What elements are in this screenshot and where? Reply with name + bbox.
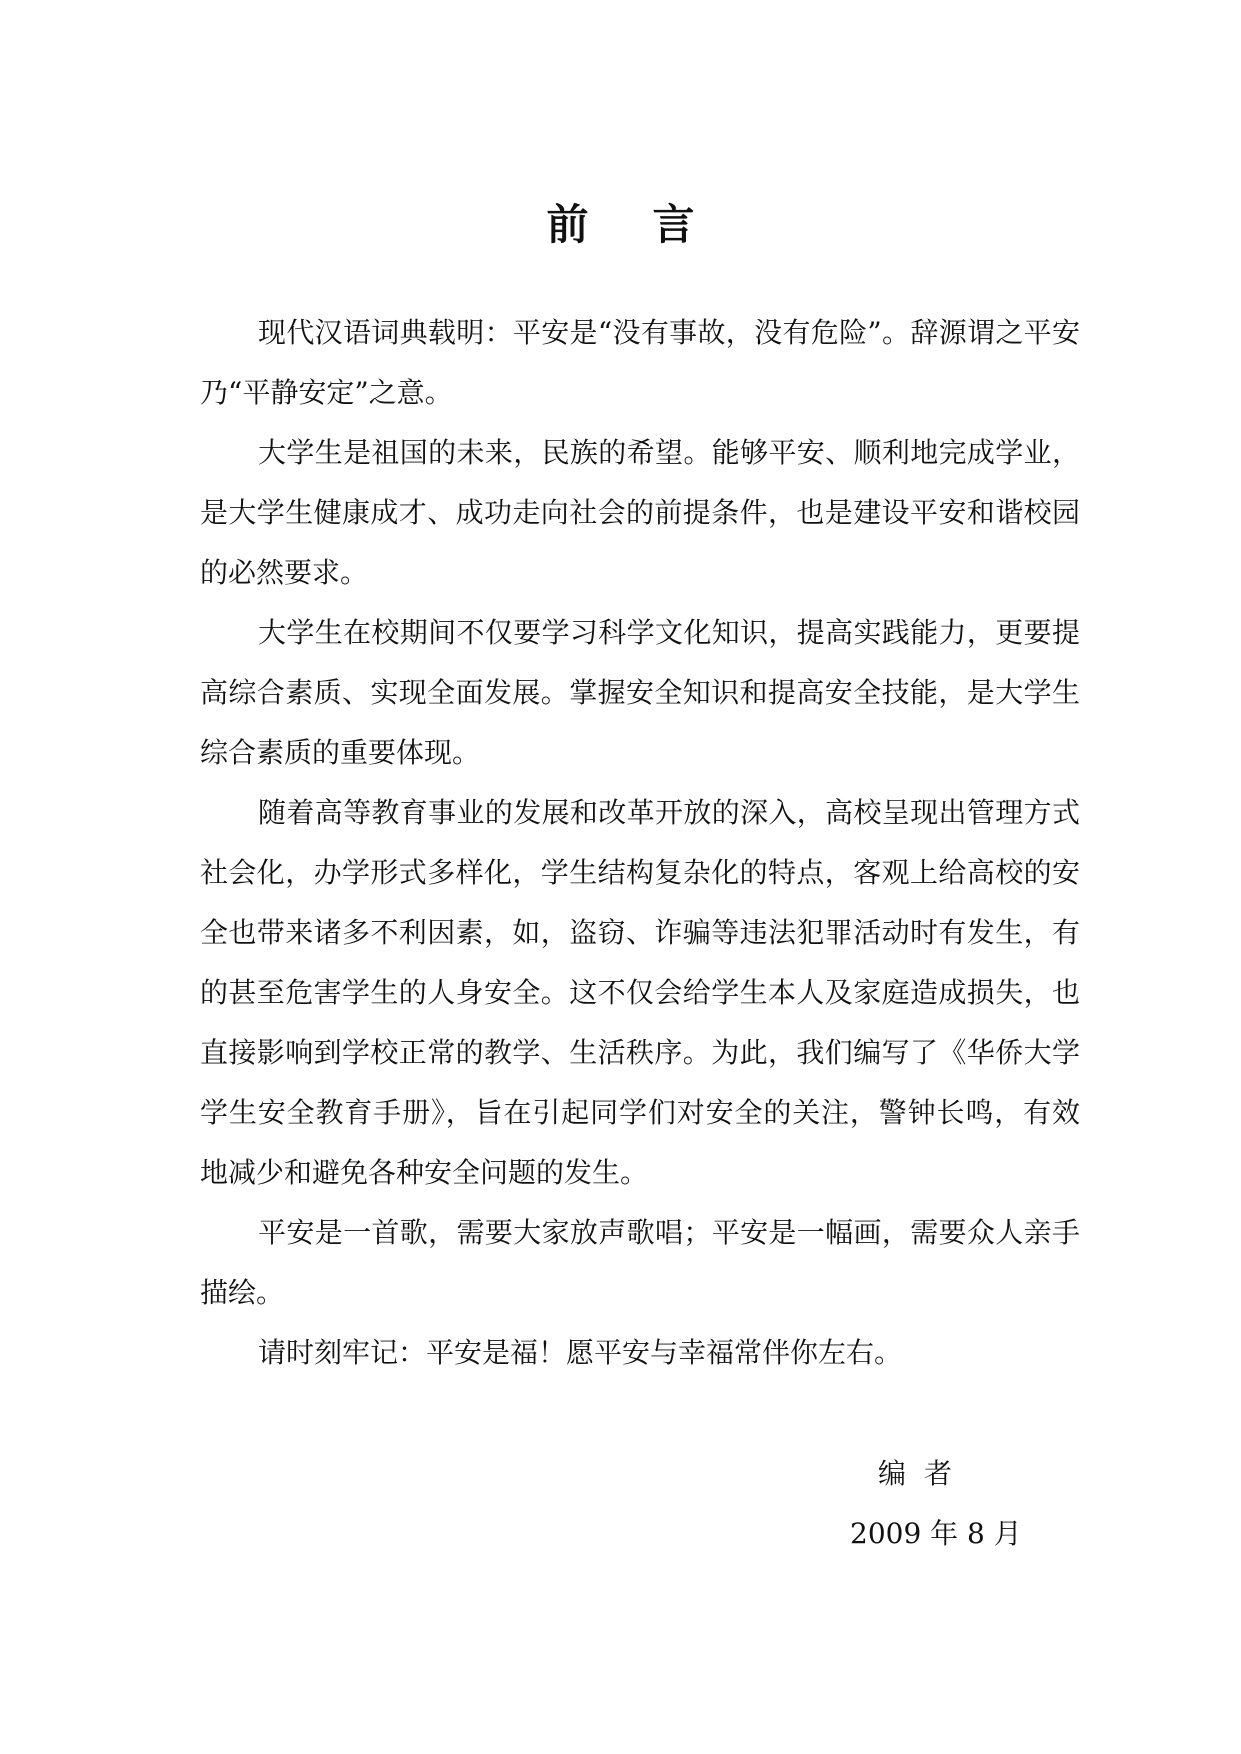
paragraph: 现代汉语词典载明：平安是“没有事故，没有危险”。辞源谓之平安乃“平静安定”之意。 <box>200 316 1080 409</box>
paragraph: 请时刻牢记：平安是福！愿平安与幸福常伴你左右。 <box>258 1336 903 1369</box>
title-char-2: 言 <box>652 200 695 249</box>
title-char-1: 前 <box>546 200 589 249</box>
date-line: 2009 年 8 月 <box>850 1517 1022 1550</box>
author-signature: 编者 <box>878 1457 971 1490</box>
paragraph: 大学生在校期间不仅要学习科学文化知识，提高实践能力，更要提高综合素质、实现全面发展。掌握安全知识和提高安全技能，是大学生综合素质的重要体现。 <box>200 616 1080 769</box>
preface-body <box>200 303 1080 1383</box>
page-title <box>0 195 1241 255</box>
paragraph: 大学生是祖国的未来，民族的希望。能够平安、顺利地完成学业，是大学生健康成才、成功走向社会的前提条件，也是建设平安和谐校园的必然要求。 <box>200 436 1080 589</box>
paragraph: 平安是一首歌，需要大家放声歌唱；平安是一幅画，需要众人亲手描绘。 <box>200 1216 1080 1309</box>
paragraph: 随着高等教育事业的发展和改革开放的深入，高校呈现出管理方式社会化，办学形式多样化，学生结构复杂化的特点，客观上给高校的安全也带来诸多不利因素，如，盗窃、诈骗等违法犯罪活动时有发生，有的甚至危害学生的人身安全。这不仅会给学生本人及家庭造成损失，也直接影响到学校正常的教学、生活秩序。为此，我们编写了《华侨大学学生安全教育手册》，旨在引起同学们对安全的关注，警钟长鸣，有效地减少和避免各种安全问题的发生。 <box>200 796 1080 1189</box>
